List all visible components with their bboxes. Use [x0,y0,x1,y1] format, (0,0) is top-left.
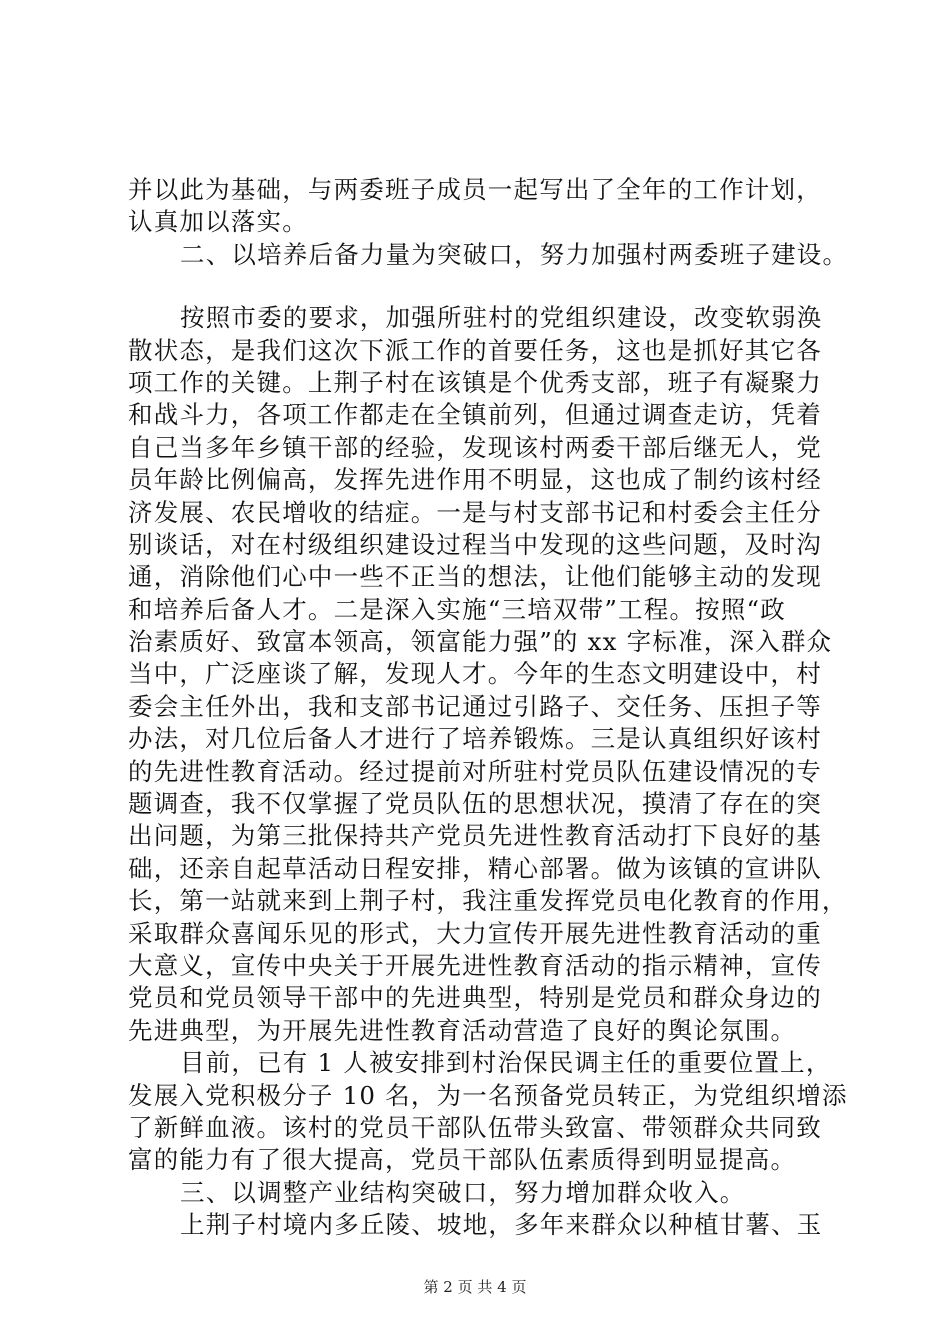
text-line: 发展入党积极分子 10 名，为一名预备党员转正，为党组织增添 [128,1080,848,1110]
text-line: 了新鲜血液。该村的党员干部队伍带头致富、带领群众共同致 [128,1112,822,1142]
text-line: 员年龄比例偏高，发挥先进作用不明显，这也成了制约该村经 [128,465,822,495]
text-line: 出问题，为第三批保持共产党员先进性教育活动打下良好的基 [128,821,822,851]
text-line: 别谈话，对在村级组织建设过程当中发现的这些问题，及时沟 [128,529,822,559]
text-line: 大意义，宣传中央关于开展先进性教育活动的指示精神，宣传 [128,950,822,980]
section-heading-three: 三、以调整产业结构突破口，努力增加群众收入。 [180,1177,746,1207]
text-line: 题调查，我不仅掌握了党员队伍的思想状况，摸清了存在的突 [128,789,822,819]
text-line: 济发展、农民增收的结症。一是与村支部书记和村委会主任分 [128,497,822,527]
text-line: 采取群众喜闻乐见的形式，大力宣传开展先进性教育活动的重 [128,918,822,948]
text-line: 认真加以落实。 [128,207,308,237]
text-line: 党员和党员领导干部中的先进典型，特别是党员和群众身边的 [128,983,822,1013]
text-line: 和战斗力，各项工作都走在全镇前列，但通过调查走访，凭着 [128,400,822,430]
page-number-footer: 第 2 页 共 4 页 [423,1278,527,1296]
text-line: 办法，对几位后备人才进行了培养锻炼。三是认真组织好该村 [128,724,822,754]
text-line: 础，还亲自起草活动日程安排，精心部署。做为该镇的宣讲队 [128,853,822,883]
text-line: 富的能力有了很大提高，党员干部队伍素质得到明显提高。 [128,1145,797,1175]
text-line: 先进典型，为开展先进性教育活动营造了良好的舆论氛围。 [128,1015,797,1045]
paragraph-gap [128,271,832,302]
paragraph-main [128,302,848,1047]
text-line: 目前，已有 1 人被安排到村治保民调主任的重要位置上， [180,1048,832,1078]
text-line: 通，消除他们心中一些不正当的想法，让他们能够主动的发现 [128,562,822,592]
paragraph-last [128,1209,832,1241]
text-line: 当中，广泛座谈了解，发现人才。今年的生态文明建设中，村 [128,659,822,689]
section-heading-two: 二、以培养后备力量为突破口，努力加强村两委班子建设。 [180,239,849,269]
text-line: 散状态，是我们这次下派工作的首要任务，这也是抓好其它各 [128,335,822,365]
paragraph-result [128,1047,848,1177]
text-line: 的先进性教育活动。经过提前对所驻村党员队伍建设情况的专 [128,756,822,786]
text-line: 项工作的关键。上荆子村在该镇是个优秀支部，班子有凝聚力 [128,367,822,397]
text-line: 长，第一站就来到上荆子村，我注重发挥党员电化教育的作用， [128,886,848,916]
text-line: 和培养后备人才。二是深入实施“三培双带”工程。按照“政 [128,594,786,624]
text-line: 自己当多年乡镇干部的经验，发现该村两委干部后继无人，党 [128,432,822,462]
text-line: 委会主任外出，我和支部书记通过引路子、交任务、压担子等 [128,691,822,721]
paragraph-intro [128,174,832,239]
document-body [128,174,849,1242]
text-line: 上荆子村境内多丘陵、坡地，多年来群众以种植甘薯、玉 [180,1210,823,1240]
text-line: 按照市委的要求，加强所驻村的党组织建设，改变软弱涣 [180,303,823,333]
text-line: 治素质好、致富本领高，领富能力强”的 xx 字标准，深入群众 [128,627,833,657]
text-line: 并以此为基础，与两委班子成员一起写出了全年的工作计划， [128,175,822,204]
